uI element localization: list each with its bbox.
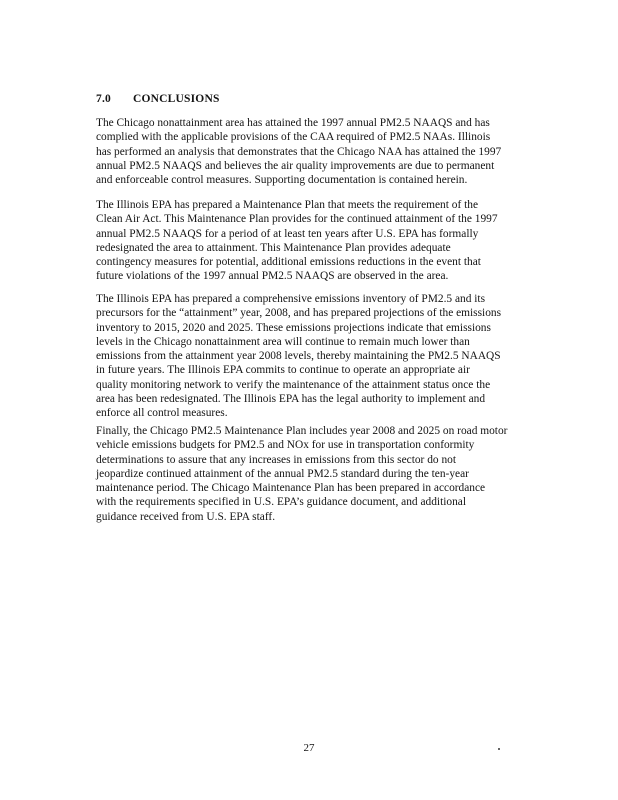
text-line: The Illinois EPA has prepared a Maintenance Plan that meets the requirement of the (96, 199, 478, 211)
text-line: with the requirements specified in U.S. EPA’s guidance document, and additional (96, 496, 467, 509)
text-line: emissions from the attainment year 2008 levels, thereby maintaining the PM2.5 NAAQS (96, 350, 501, 363)
text-line: inventory to 2015, 2020 and 2025. These emissions projections indicate that emissions (96, 321, 491, 334)
text-line: and enforceable control measures. Supporting documentation is contained herein. (96, 174, 468, 187)
text-line: redesignated the area to attainment. This Maintenance Plan provides adequate (96, 241, 451, 254)
text-line: has performed an analysis that demonstrates that the Chicago NAA has attained the 1997 (96, 145, 502, 158)
paragraph-maintenance-plan (96, 198, 498, 284)
text-line: The Chicago nonattainment area has attained the 1997 annual PM2.5 NAAQS and has (96, 117, 490, 129)
text-line: complied with the applicable provisions of the CAA required of PM2.5 NAAs. Illinois (96, 131, 491, 144)
text-line: precursors for the “attainment” year, 2008, and has prepared projections of the emissions (96, 307, 502, 320)
text-line: levels in the Chicago nonattainment area will continue to remain much lower than (96, 335, 470, 348)
page-number: 27 (303, 742, 315, 754)
text-line: future violations of the 1997 annual PM2.5 NAAQS are observed in the area. (96, 270, 449, 283)
section-heading (96, 93, 220, 105)
text-line: annual PM2.5 NAAQS and believes the air quality improvements are due to permanent (96, 159, 495, 172)
text-line: guidance received from U.S. EPA staff. (96, 510, 276, 523)
paragraph-attainment (96, 116, 501, 187)
text-line: jeopardize continued attainment of the annual PM2.5 standard during the ten-year (96, 467, 469, 480)
text-line: quality monitoring network to verify the maintenance of the attainment status once the (96, 378, 491, 391)
text-line: Finally, the Chicago PM2.5 Maintenance Plan includes year 2008 and 2025 on road motor (96, 425, 508, 437)
text-line: determinations to assure that any increases in emissions from this sector do not (96, 453, 456, 466)
text-line: contingency measures for potential, additional emissions reductions in the event that (96, 256, 481, 269)
paragraph-motor-vehicle-budgets (96, 424, 507, 524)
section-title: CONCLUSIONS (133, 93, 220, 105)
text-line: maintenance period. The Chicago Maintenance Plan has been prepared in accordance (96, 482, 486, 495)
text-line: enforce all control measures. (96, 407, 228, 420)
text-line: annual PM2.5 NAAQS for a period of at least ten years after U.S. EPA has formally (96, 227, 479, 240)
text-line: The Illinois EPA has prepared a comprehensive emissions inventory of PM2.5 and its (96, 293, 486, 305)
text-line: in future years. The Illinois EPA commits to continue to operate an appropriate air (96, 364, 470, 377)
text-line: Clean Air Act. This Maintenance Plan provides for the continued attainment of the 1997 (96, 213, 498, 226)
paragraph-emissions-inventory (96, 292, 501, 421)
text-line: area has been redesignated. The Illinois EPA has the legal authority to implement and (96, 393, 486, 406)
text-line: vehicle emissions budgets for PM2.5 and NOx for use in transportation conformity (96, 439, 475, 452)
scan-speck (498, 748, 500, 750)
section-number: 7.0 (96, 93, 111, 105)
